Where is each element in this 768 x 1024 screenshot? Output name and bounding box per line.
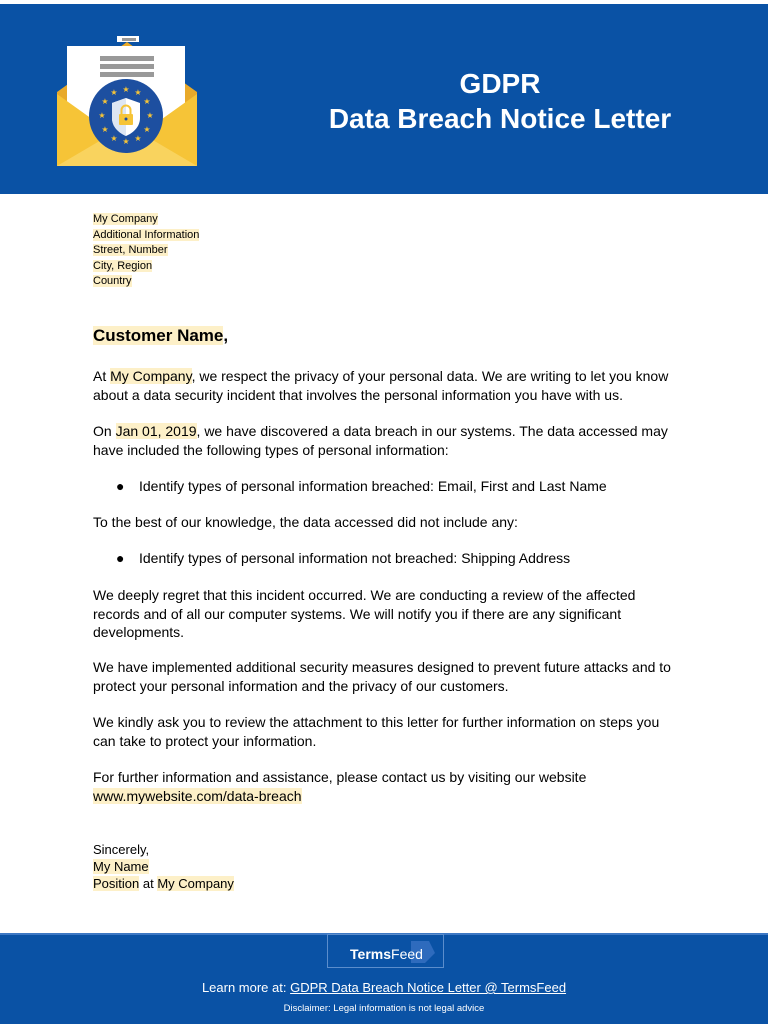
title-line-2: Data Breach Notice Letter: [328, 103, 672, 134]
inline-company: My Company: [110, 368, 192, 384]
paragraph-breach-date: [93, 422, 683, 459]
svg-text:★: ★: [143, 97, 151, 106]
learn-more: [0, 980, 768, 995]
svg-text:★: ★: [122, 137, 130, 146]
paragraph-intro: [93, 367, 683, 404]
signer-company: My Company: [157, 876, 234, 891]
page-title: [300, 66, 700, 136]
closing: Sincerely,: [93, 842, 150, 857]
eu-envelope-lock-icon: [52, 34, 202, 170]
title-line-1: GDPR: [459, 68, 541, 99]
svg-text:★: ★: [101, 97, 109, 106]
signoff: [93, 841, 234, 892]
address-country: Country: [93, 275, 132, 288]
address-city: City, Region: [93, 259, 153, 272]
svg-text:★: ★: [101, 125, 109, 134]
signoff-at: at: [139, 876, 158, 891]
paragraph-date-text-a: On: [93, 423, 116, 439]
bullet-breached: Identify types of personal information breached: Email, First and Last Name: [139, 478, 607, 494]
website-link[interactable]: www.mywebsite.com/data-breach: [93, 787, 302, 804]
signer-name: My Name: [93, 859, 149, 874]
paragraph-intro-text-b: , we respect the privacy of your personal data. We are writing to let you know about a data security incident that involves the personal information you have with us.: [93, 368, 669, 403]
inline-date: Jan 01, 2019: [115, 423, 197, 439]
brand-regular: Feed: [391, 946, 423, 962]
paragraph-contact-text: For further information and assistance, please contact us by visiting our website: [93, 769, 587, 785]
address-street: Street, Number: [93, 244, 168, 257]
bullet-not-breached: Identify types of personal information not breached: Shipping Address: [139, 550, 571, 566]
greeting-comma: ,: [223, 326, 229, 345]
termsfeed-logo[interactable]: [327, 934, 444, 968]
brand-name: [328, 946, 445, 962]
paragraph-contact: [93, 768, 683, 805]
sender-address: [93, 212, 199, 290]
svg-text:★: ★: [146, 111, 154, 120]
learn-more-link[interactable]: GDPR Data Breach Notice Letter @ TermsFeed: [290, 980, 567, 995]
paragraph-date-text-b: , we have discovered a data breach in our systems. The data accessed may have included the following types of personal information:: [93, 423, 668, 458]
svg-text:★: ★: [110, 88, 118, 97]
brand-bold: Terms: [350, 946, 392, 962]
paragraph-attachment: We kindly ask you to review the attachment to this letter for further information on steps you can take to protect your information.: [93, 714, 660, 749]
address-company: My Company: [93, 213, 158, 225]
learn-prefix: Learn more at:: [201, 980, 291, 995]
bullet-symbol: ●: [116, 478, 125, 494]
address-additional: Additional Information: [93, 228, 200, 241]
bullet-symbol: ●: [116, 550, 125, 566]
svg-text:★: ★: [122, 85, 130, 94]
header-banner: [0, 4, 768, 194]
customer-name: Customer Name: [93, 326, 224, 345]
signer-position: Position: [93, 876, 140, 891]
svg-text:★: ★: [110, 134, 118, 143]
svg-text:★: ★: [134, 88, 142, 97]
svg-text:★: ★: [143, 125, 151, 134]
disclaimer: Disclaimer: Legal information is not legal advice: [283, 1003, 485, 1014]
svg-text:★: ★: [98, 111, 106, 120]
paragraph-regret: We deeply regret that this incident occurred. We are conducting a review of the affected records and of all our computer systems. We will notify you if there are any significant developments.: [93, 587, 636, 640]
paragraph-measures: We have implemented additional security measures designed to prevent future attacks and to protect your personal information and the privacy of our customers.: [93, 659, 671, 694]
paragraph-intro-text-a: At: [93, 368, 111, 384]
svg-text:★: ★: [134, 134, 142, 143]
footer: [0, 933, 768, 1024]
greeting: [93, 326, 228, 346]
paragraph-not-included: To the best of our knowledge, the data accessed did not include any:: [93, 514, 518, 530]
